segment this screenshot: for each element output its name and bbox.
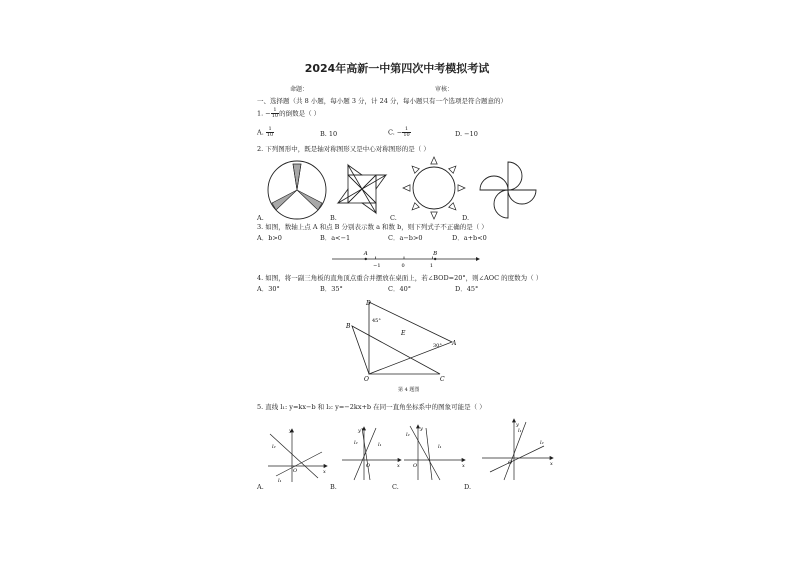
q5-option-c[interactable]: C. — [392, 483, 399, 491]
angle-45: 45° — [372, 318, 381, 324]
svg-text:l₂: l₂ — [272, 444, 276, 450]
sun-ray-triangle — [449, 203, 456, 210]
number-line-tick-label: 0 — [401, 263, 405, 269]
q2-option-c[interactable]: C. — [390, 214, 397, 222]
sun-ray-triangle — [431, 157, 437, 164]
q1-option-a[interactable]: A. $\frac{1}{10}$ — [257, 126, 274, 138]
q2-option-b[interactable]: B. — [330, 214, 337, 222]
sun-ray-triangle — [431, 212, 437, 219]
reviewer-label: 审核： — [435, 86, 454, 93]
sun-ray-triangle — [458, 185, 465, 191]
q2-figure-d — [478, 160, 538, 220]
svg-text:l₁: l₁ — [518, 428, 522, 434]
svg-text:y: y — [358, 428, 361, 434]
q1-fraction: $\frac{1}{10}$ — [271, 107, 279, 119]
q4-option-c[interactable]: C．40° — [388, 285, 411, 293]
label-d: D — [366, 300, 371, 307]
label-c: C — [440, 376, 445, 383]
q1-stem-suffix: 的倒数是（ ） — [279, 109, 321, 118]
q4-triangle-figure — [344, 298, 464, 382]
number-line-tick-label: −1 — [373, 263, 381, 269]
q2-option-d[interactable]: D. — [462, 214, 470, 222]
svg-text:x: x — [323, 469, 326, 475]
proposer-label: 命题： — [290, 86, 309, 93]
number-line-point — [434, 258, 436, 260]
q5-graph-c — [402, 422, 468, 482]
q4-stem: 4. 如图，将一副三角板的直角顶点重合并摆放在桌面上，若∠BOD=20°，则∠AOC 的度数为（ ） — [257, 274, 543, 282]
q4-option-d[interactable]: D．45° — [455, 285, 479, 293]
number-line-point — [365, 258, 367, 260]
exam-title: 2024年高新一中第四次中考模拟考试 — [304, 62, 490, 75]
q4-option-b[interactable]: B．35° — [320, 285, 343, 293]
q5-stem: 5. 直线 l₁: y=kx−b 和 l₂: y=−2kx+b 在同一直角坐标系中的图象可能是（ ） — [257, 403, 486, 411]
number-line-arrow — [476, 257, 480, 261]
svg-text:x: x — [462, 463, 465, 469]
q4-option-a[interactable]: A．30° — [257, 285, 280, 293]
svg-text:x: x — [550, 461, 553, 467]
svg-text:l₁: l₁ — [438, 444, 442, 450]
q3-number-line — [330, 246, 480, 270]
svg-text:O: O — [293, 468, 298, 474]
sun-ray-triangle — [449, 166, 456, 173]
q5-option-b[interactable]: B. — [330, 483, 337, 491]
svg-text:l₁: l₁ — [278, 478, 282, 484]
q5-option-d[interactable]: D. — [464, 483, 472, 491]
q1-option-c[interactable]: C. − $\frac{1}{10}$ — [388, 126, 410, 138]
q1-stem — [257, 108, 320, 119]
q3-option-d[interactable]: D．a+b<0 — [452, 234, 487, 242]
q2-option-a[interactable]: A. — [257, 214, 264, 222]
svg-text:O: O — [508, 460, 513, 466]
svg-text:l₂: l₂ — [540, 440, 544, 446]
svg-text:O: O — [366, 463, 371, 469]
svg-text:x: x — [397, 463, 400, 469]
svg-text:y: y — [420, 426, 423, 432]
label-o: O — [364, 376, 369, 383]
q3-option-b[interactable]: B．a<−1 — [320, 234, 351, 242]
q5-graph-b — [340, 424, 402, 482]
q2-stem: 2. 下列图形中，既是轴对称图形又是中心对称图形的是（ ） — [257, 145, 430, 153]
svg-text:l₂: l₂ — [406, 432, 410, 438]
q2-figure-c — [402, 156, 466, 220]
number-line-tick-label: 1 — [429, 263, 434, 269]
q3-stem: 3. 如图，数轴上点 A 和点 B 分别表示数 a 和数 b，则下列式子不正确的是（ ） — [257, 223, 488, 231]
label-a: A — [452, 340, 457, 347]
number-line-point-label: B — [433, 251, 438, 257]
sun-ray-triangle — [412, 166, 419, 173]
label-b: B — [346, 323, 351, 330]
angle-30: 30° — [433, 343, 442, 349]
q5-graph-d — [480, 418, 556, 482]
q2-figure-a — [266, 160, 328, 220]
svg-text:l₁: l₁ — [378, 442, 382, 448]
number-line-point-label: A — [363, 251, 368, 257]
q1-option-b[interactable]: B. 10 — [320, 130, 338, 138]
svg-text:y: y — [516, 422, 519, 428]
label-e: E — [401, 330, 406, 337]
svg-text:O: O — [413, 463, 418, 469]
q4-figure-caption: 第 4 题图 — [398, 387, 420, 393]
q2-figure-b — [336, 163, 388, 215]
q1-minus: − — [265, 109, 271, 118]
section1-header: 一、选择题（共 8 小题，每小题 3 分，计 24 分，每小题只有一个选项是符合题意的） — [257, 97, 507, 105]
sun-ray-triangle — [403, 185, 410, 191]
q3-option-c[interactable]: C．a−b>0 — [388, 234, 423, 242]
svg-text:l₂: l₂ — [354, 440, 358, 446]
svg-text:y: y — [289, 428, 292, 434]
q1-option-d[interactable]: D. −10 — [455, 130, 478, 138]
q5-option-a[interactable]: A. — [257, 483, 264, 491]
sun-ray-triangle — [412, 203, 419, 210]
q3-option-a[interactable]: A．b>0 — [257, 234, 282, 242]
q5-graph-a — [266, 426, 328, 484]
q1-number: 1. — [257, 109, 264, 118]
